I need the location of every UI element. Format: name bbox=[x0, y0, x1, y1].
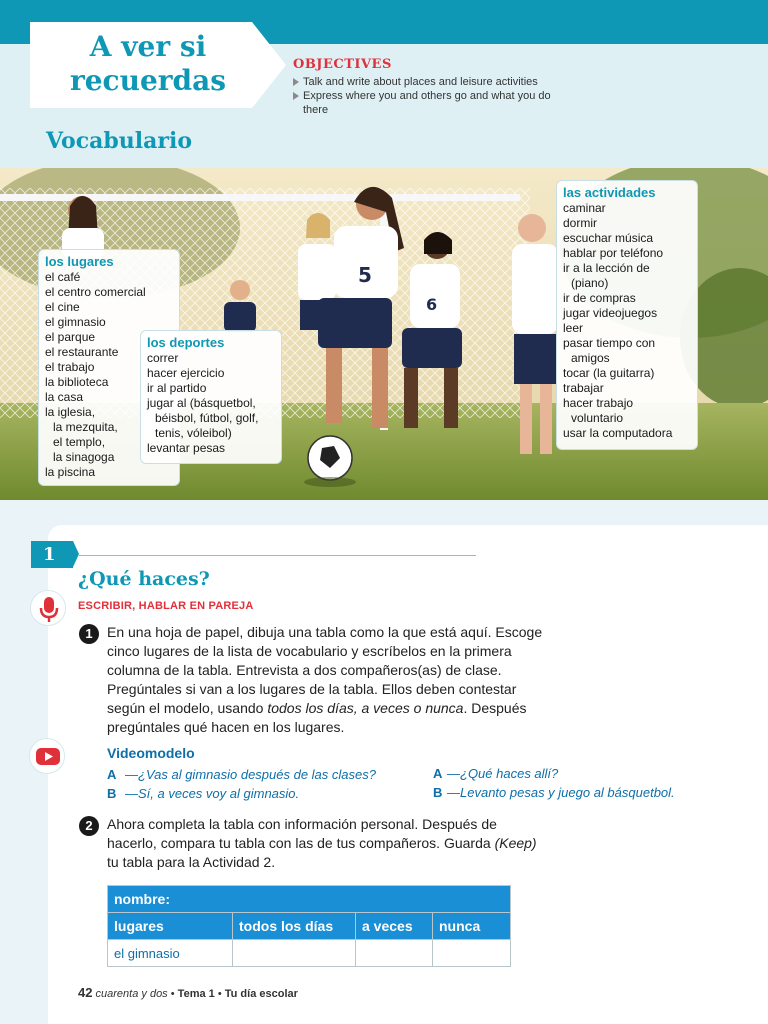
skills-label: ESCRIBIR, HABLAR EN PAREJA bbox=[78, 600, 254, 612]
step-1-line: columna de la tabla. Entrevista a dos compañeros(as) de clase. bbox=[107, 662, 502, 678]
speaker-label: A bbox=[107, 767, 117, 782]
step-2-line: tu tabla para la Actividad 2. bbox=[107, 854, 276, 870]
deporte-item: tenis, vóleibol) bbox=[155, 426, 232, 440]
lugar-item: la sinagoga bbox=[53, 450, 115, 464]
table-cell bbox=[356, 940, 433, 967]
activity-number-badge-tip bbox=[73, 541, 79, 567]
vocabulario-heading: Vocabulario bbox=[46, 128, 192, 154]
footer-tema: Tema 1 bbox=[177, 988, 215, 1000]
actividad-item: pasar tiempo con bbox=[563, 336, 656, 350]
footer-bullet: • bbox=[217, 988, 222, 1000]
deporte-item: béisbol, fútbol, golf, bbox=[155, 411, 259, 425]
activity-title: ¿Qué haces? bbox=[78, 568, 210, 590]
triangle-bullet-icon bbox=[293, 78, 299, 86]
survey-table bbox=[107, 885, 511, 967]
lugar-item: el restaurante bbox=[45, 345, 119, 359]
step-1-line: En una hoja de papel, dibuja una tabla como la que está aquí. Escoge bbox=[107, 624, 543, 640]
lugar-item: la piscina bbox=[45, 465, 96, 479]
table-row bbox=[108, 940, 511, 967]
chapter-title-line1: A ver si bbox=[89, 30, 207, 63]
lugar-item: el gimnasio bbox=[45, 315, 106, 329]
actividad-item: (piano) bbox=[571, 276, 609, 290]
page-number-words: cuarenta y dos bbox=[95, 988, 168, 1000]
chapter-title-line2: recuerdas bbox=[69, 64, 227, 97]
actividad-item: escuchar música bbox=[563, 231, 654, 245]
lugar-item: el trabajo bbox=[45, 360, 95, 374]
step-1-number: 1 bbox=[79, 624, 99, 644]
actividad-item: hacer trabajo bbox=[563, 396, 634, 410]
step-2-instructions bbox=[107, 815, 597, 872]
page-footer bbox=[78, 985, 298, 1000]
step-1-line: pregúntales qué hacen en los lugares. bbox=[107, 719, 345, 735]
dialogue-line: A —¿Vas al gimnasio después de las clases? bbox=[107, 767, 376, 782]
actividades-title: las actividades bbox=[563, 185, 656, 200]
step-1-line: según el modelo, usando todos los días, a veces o nunca. Después bbox=[107, 700, 527, 716]
table-cell bbox=[433, 940, 511, 967]
deporte-item: ir al partido bbox=[147, 381, 207, 395]
lugar-item: la iglesia, bbox=[45, 405, 96, 419]
table-header-cell: lugares bbox=[108, 913, 233, 940]
jersey-number-5: 5 bbox=[358, 263, 372, 287]
table-header-cell: nunca bbox=[433, 913, 511, 940]
actividad-item: hablar por teléfono bbox=[563, 246, 664, 260]
dialogue-line: B —Sí, a veces voy al gimnasio. bbox=[107, 786, 300, 801]
activity-number-badge: 1 bbox=[31, 541, 73, 568]
dialogue-line: B —Levanto pesas y juego al básquetbol. bbox=[433, 785, 675, 800]
lugar-item: el parque bbox=[45, 330, 96, 344]
deportes-box bbox=[140, 330, 282, 464]
actividad-item: tocar (la guitarra) bbox=[563, 366, 655, 380]
deporte-item: correr bbox=[147, 351, 179, 365]
objectives bbox=[293, 57, 573, 117]
triangle-bullet-icon bbox=[293, 92, 299, 100]
lugar-item: el centro comercial bbox=[45, 285, 146, 299]
actividad-item: leer bbox=[563, 321, 584, 335]
objectives-title: OBJECTIVES bbox=[293, 57, 392, 72]
deporte-item: hacer ejercicio bbox=[147, 366, 225, 380]
actividad-item: voluntario bbox=[571, 411, 624, 425]
soccer-photo bbox=[0, 168, 768, 500]
footer-tema-title: Tu día escolar bbox=[224, 988, 298, 1000]
lugar-item: el café bbox=[45, 270, 81, 284]
speaker-label: B bbox=[433, 785, 443, 800]
lugar-item: el templo, bbox=[53, 435, 106, 449]
table-cell: el gimnasio bbox=[108, 940, 233, 967]
dialogue-line: A —¿Qué haces allí? bbox=[433, 766, 559, 781]
actividad-item: ir de compras bbox=[563, 291, 636, 305]
objective-item: Express where you and others go and what you do there bbox=[293, 89, 573, 117]
video-play-icon[interactable] bbox=[29, 738, 65, 774]
lugar-item: la biblioteca bbox=[45, 375, 109, 389]
speaker-label: A bbox=[433, 766, 443, 781]
jersey-number-6: 6 bbox=[426, 295, 438, 314]
objective-item: Talk and write about places and leisure activities bbox=[293, 75, 573, 89]
step-1-line: cinco lugares de la lista de vocabulario y escríbelos en la primera bbox=[107, 643, 512, 659]
actividad-item: trabajar bbox=[563, 381, 604, 395]
videomodelo-title: Videomodelo bbox=[107, 745, 195, 761]
table-name-row bbox=[108, 886, 511, 913]
table-header-cell: a veces bbox=[356, 913, 433, 940]
footer-bullet: • bbox=[170, 988, 175, 1000]
table-cell bbox=[233, 940, 356, 967]
table-header-cell: todos los días bbox=[233, 913, 356, 940]
step-1-line: Pregúntales si van a los lugares de la tabla. Ellos deben contestar bbox=[107, 681, 517, 697]
deporte-item: jugar al (básquetbol, bbox=[147, 396, 256, 410]
step-2-line: Ahora completa la tabla con información personal. Después de bbox=[107, 816, 497, 832]
lugar-item: la casa bbox=[45, 390, 84, 404]
table-header-row bbox=[108, 913, 511, 940]
actividad-item: ir a la lección de bbox=[563, 261, 650, 275]
lugar-item: el cine bbox=[45, 300, 80, 314]
section-rule bbox=[79, 555, 476, 556]
actividad-item: caminar bbox=[563, 201, 606, 215]
actividad-item: amigos bbox=[571, 351, 610, 365]
microphone-icon[interactable] bbox=[30, 590, 66, 626]
speaker-label: B bbox=[107, 786, 117, 801]
step-1-instructions bbox=[107, 623, 597, 737]
step-2-line: hacerlo, compara tu tabla con las de tus compañeros. Guarda (Keep) bbox=[107, 835, 537, 851]
actividad-item: usar la computadora bbox=[563, 426, 673, 440]
deportes-title: los deportes bbox=[147, 335, 225, 350]
step-2-number: 2 bbox=[79, 816, 99, 836]
table-name-label: nombre: bbox=[108, 886, 511, 913]
deporte-item: levantar pesas bbox=[147, 441, 226, 455]
chapter-title bbox=[30, 30, 266, 98]
actividad-item: dormir bbox=[563, 216, 598, 230]
page-number: 42 bbox=[78, 985, 93, 1000]
lugar-item: la mezquita, bbox=[53, 420, 118, 434]
actividad-item: jugar videojuegos bbox=[563, 306, 658, 320]
lugares-title: los lugares bbox=[45, 254, 114, 269]
actividades-box bbox=[556, 180, 698, 450]
